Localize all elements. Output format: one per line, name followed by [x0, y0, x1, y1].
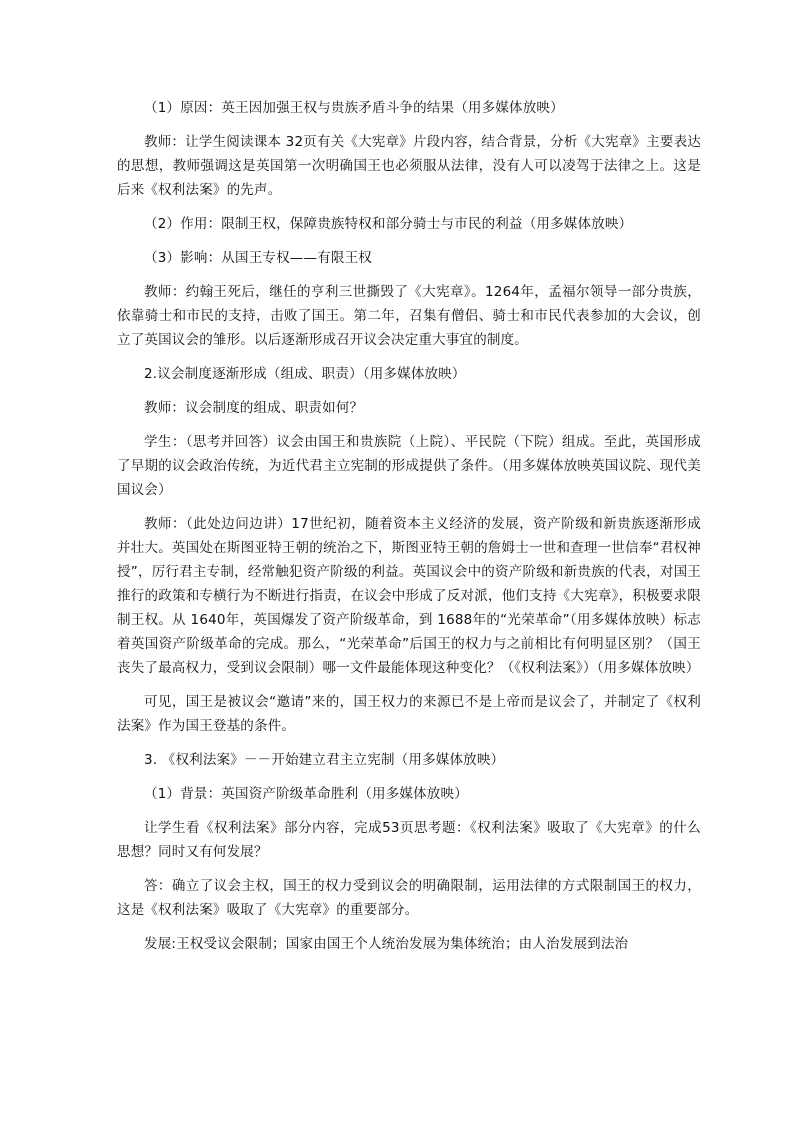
paragraph-development: 发展:王权受议会限制；国家由国王个人统治发展为集体统治；由人治发展到法治 — [144, 936, 629, 952]
paragraph-teacher-17th-century: 教师：（此处边问边讲）17世纪初，随着资本主义经济的发展，资产阶级和新贵族逐渐形成并壮大。英国处在斯图亚特王朝的统治之下，斯图亚特王朝的詹姆士一世和查理一世信奉“君权神授”，厉行君主专制，经常触犯资产阶级的利益。英国议会中的资产阶级和新贵族的代表，对国王推行的政策和专横行为不断进行指责，在议会中形成了反对派，他们支持《大宪章》，积极要求限制王权。从 1640年，英国爆发了资产阶级革命，到 1688年的“光荣革命”（用多媒体放映）标志着英国资产阶级革命的完成。那么，“光荣革命”后国王的权力与之前相比有何明显区别？（国王丧失了最高权力，受到议会限制）哪一文件最能体现这种变化？（《权利法案》）（用多媒体放映） — [117, 516, 701, 676]
paragraph-invited-king: 可见，国王是被议会“邀请”来的，国王权力的来源已不是上帝而是议会了，并制定了《权利法案》作为国王登基的条件。 — [117, 694, 701, 734]
paragraph-cause: （1）原因：英王因加强王权与贵族矛盾斗争的结果（用多媒体放映） — [144, 100, 564, 116]
paragraph-function: （2）作用：限制王权，保障贵族特权和部分骑士与市民的利益（用多媒体放映） — [144, 216, 633, 232]
paragraph-background: （1）背景：英国资产阶级革命胜利（用多媒体放映） — [144, 786, 468, 802]
paragraph-section-parliament: 2.议会制度逐渐形成（组成、职责）（用多媒体放映） — [144, 366, 466, 382]
paragraph-influence: （3）影响：从国王专权——有限王权 — [144, 250, 372, 266]
paragraph-teacher-question: 教师：议会制度的组成、职责如何？ — [144, 400, 364, 416]
paragraph-teacher-magna-carta: 教师：让学生阅读课本 32页有关《大宪章》片段内容，结合背景，分析《大宪章》主要表达的思想，教师强调这是英国第一次明确国王也必须服从法律，没有人可以凌驾于法律之上。这是后来《权利法案》的先声。 — [117, 134, 701, 198]
document-page — [117, 96, 701, 966]
paragraph-teacher-henry-iii: 教师：约翰王死后，继任的亨利三世撕毁了《大宪章》。1264年，孟福尔领导一部分贵族，依靠骑士和市民的支持，击败了国王。第二年，召集有僧侣、骑士和市民代表参加的大会议，创立了英国议会的雏形。以后逐渐形成召开议会决定重大事宜的制度。 — [117, 284, 701, 348]
paragraph-student-answer: 学生：（思考并回答）议会由国王和贵族院（上院）、平民院（下院）组成。至此，英国形成了早期的议会政治传统，为近代君主立宪制的形成提供了条件。（用多媒体放映英国议院、现代美国议会） — [117, 434, 701, 498]
paragraph-student-task: 让学生看《权利法案》部分内容，完成53页思考题：《权利法案》吸取了《大宪章》的什么思想？同时又有何发展？ — [117, 820, 701, 860]
paragraph-section-bill-of-rights: 3. 《权利法案》－－开始建立君主立宪制（用多媒体放映） — [144, 752, 505, 768]
paragraph-answer: 答：确立了议会主权，国王的权力受到议会的明确限制，运用法律的方式限制国王的权力，这是《权利法案》吸取了《大宪章》的重要部分。 — [117, 878, 701, 918]
